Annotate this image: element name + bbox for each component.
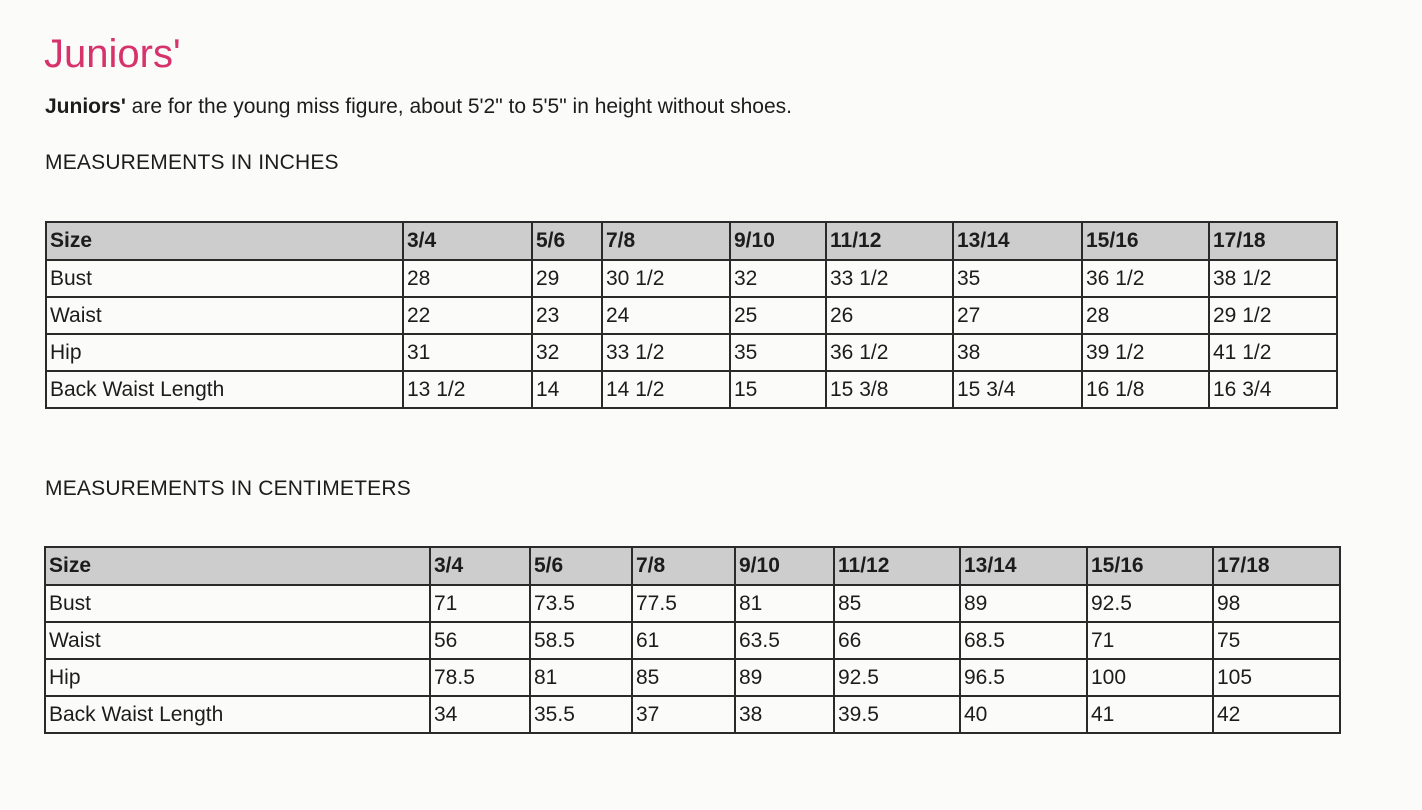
header-cell: 11/12: [834, 547, 960, 585]
intro-text: [45, 94, 792, 120]
page-title: Juniors': [44, 32, 181, 76]
table-cell: 96.5: [960, 659, 1087, 696]
header-cell: 13/14: [960, 547, 1087, 585]
centimeters-table: [44, 546, 1341, 734]
header-cell: 15/16: [1087, 547, 1213, 585]
table-cell: 58.5: [530, 622, 632, 659]
table-cell: 66: [834, 622, 960, 659]
table-row: [46, 334, 1337, 371]
table-cell: 40: [960, 696, 1087, 733]
table-cell: 36 1/2: [826, 334, 953, 371]
table-header-row: [46, 222, 1337, 260]
header-cell: 3/4: [430, 547, 530, 585]
row-label: Hip: [45, 659, 430, 696]
header-cell: 9/10: [735, 547, 834, 585]
table-cell: 68.5: [960, 622, 1087, 659]
table-cell: 28: [403, 260, 532, 297]
table-cell: 14 1/2: [602, 371, 730, 408]
table-cell: 92.5: [1087, 585, 1213, 622]
header-cell: 5/6: [532, 222, 602, 260]
table-cell: 16 3/4: [1209, 371, 1337, 408]
table-cell: 35: [953, 260, 1082, 297]
inches-heading: MEASUREMENTS IN INCHES: [45, 151, 339, 174]
header-cell: 9/10: [730, 222, 826, 260]
table-cell: 28: [1082, 297, 1209, 334]
row-label: Back Waist Length: [45, 696, 430, 733]
table-cell: 34: [430, 696, 530, 733]
table-cell: 38: [735, 696, 834, 733]
header-cell: 7/8: [632, 547, 735, 585]
table-cell: 39.5: [834, 696, 960, 733]
table-cell: 85: [632, 659, 735, 696]
table-cell: 15 3/4: [953, 371, 1082, 408]
table-cell: 77.5: [632, 585, 735, 622]
table-cell: 15 3/8: [826, 371, 953, 408]
table-row: [46, 371, 1337, 408]
table-cell: 33 1/2: [826, 260, 953, 297]
table-cell: 27: [953, 297, 1082, 334]
table-header-row: [45, 547, 1340, 585]
table-cell: 29 1/2: [1209, 297, 1337, 334]
table-cell: 32: [730, 260, 826, 297]
table-cell: 56: [430, 622, 530, 659]
table-row: [46, 260, 1337, 297]
table-cell: 61: [632, 622, 735, 659]
table-cell: 89: [960, 585, 1087, 622]
row-label: Hip: [46, 334, 403, 371]
table-cell: 29: [532, 260, 602, 297]
table-row: [46, 297, 1337, 334]
table-row: [45, 696, 1340, 733]
table-cell: 73.5: [530, 585, 632, 622]
table-cell: 98: [1213, 585, 1340, 622]
table-cell: 78.5: [430, 659, 530, 696]
inches-table: [45, 221, 1338, 409]
table-cell: 35: [730, 334, 826, 371]
table-cell: 26: [826, 297, 953, 334]
table-cell: 38 1/2: [1209, 260, 1337, 297]
header-cell: 15/16: [1082, 222, 1209, 260]
table-row: [45, 659, 1340, 696]
header-cell: Size: [45, 547, 430, 585]
table-row: [45, 585, 1340, 622]
row-label: Waist: [46, 297, 403, 334]
table-cell: 38: [953, 334, 1082, 371]
table-cell: 63.5: [735, 622, 834, 659]
table-cell: 92.5: [834, 659, 960, 696]
table-cell: 32: [532, 334, 602, 371]
table-cell: 30 1/2: [602, 260, 730, 297]
table-cell: 25: [730, 297, 826, 334]
header-cell: 5/6: [530, 547, 632, 585]
table-cell: 15: [730, 371, 826, 408]
table-cell: 41 1/2: [1209, 334, 1337, 371]
table-cell: 13 1/2: [403, 371, 532, 408]
table-cell: 23: [532, 297, 602, 334]
table-cell: 31: [403, 334, 532, 371]
table-cell: 24: [602, 297, 730, 334]
centimeters-heading: MEASUREMENTS IN CENTIMETERS: [45, 477, 411, 500]
table-cell: 89: [735, 659, 834, 696]
table-cell: 100: [1087, 659, 1213, 696]
header-cell: 17/18: [1213, 547, 1340, 585]
table-cell: 14: [532, 371, 602, 408]
intro-bold: Juniors': [45, 95, 126, 118]
row-label: Bust: [46, 260, 403, 297]
table-cell: 81: [735, 585, 834, 622]
row-label: Waist: [45, 622, 430, 659]
table-cell: 42: [1213, 696, 1340, 733]
table-cell: 75: [1213, 622, 1340, 659]
header-cell: 7/8: [602, 222, 730, 260]
intro-rest: are for the young miss figure, about 5'2" to 5'5" in height without shoes.: [125, 95, 792, 118]
header-cell: 17/18: [1209, 222, 1337, 260]
table-cell: 105: [1213, 659, 1340, 696]
table-cell: 33 1/2: [602, 334, 730, 371]
row-label: Bust: [45, 585, 430, 622]
table-cell: 85: [834, 585, 960, 622]
table-cell: 41: [1087, 696, 1213, 733]
row-label: Back Waist Length: [46, 371, 403, 408]
table-cell: 37: [632, 696, 735, 733]
header-cell: Size: [46, 222, 403, 260]
table-cell: 81: [530, 659, 632, 696]
table-cell: 22: [403, 297, 532, 334]
table-cell: 16 1/8: [1082, 371, 1209, 408]
header-cell: 13/14: [953, 222, 1082, 260]
header-cell: 11/12: [826, 222, 953, 260]
table-cell: 35.5: [530, 696, 632, 733]
table-cell: 39 1/2: [1082, 334, 1209, 371]
table-cell: 71: [430, 585, 530, 622]
header-cell: 3/4: [403, 222, 532, 260]
table-row: [45, 622, 1340, 659]
table-cell: 36 1/2: [1082, 260, 1209, 297]
table-cell: 71: [1087, 622, 1213, 659]
